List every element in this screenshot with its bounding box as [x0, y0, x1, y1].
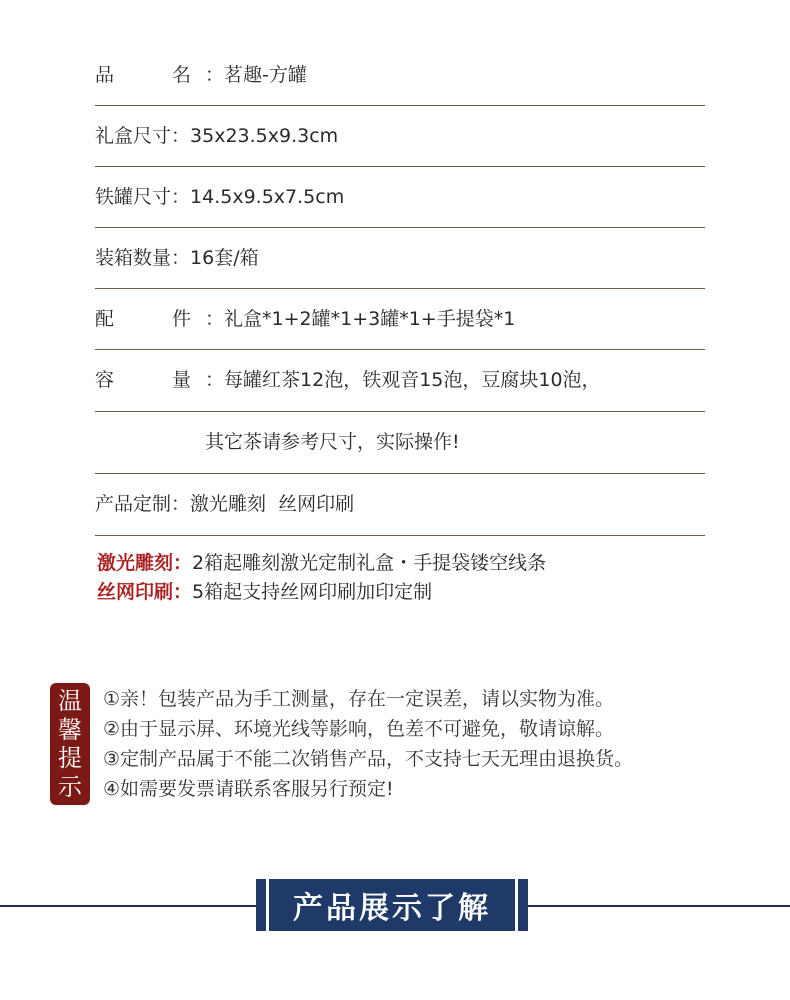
tips-badge-char: 提 [58, 744, 82, 773]
spec-row-customization [95, 474, 705, 536]
spec-label-char: 件 [171, 307, 191, 330]
customization-key: 激光雕刻： [97, 552, 193, 574]
spec-value: 礼盒*1+2罐*1+3罐*1+手提袋*1 [224, 307, 516, 330]
spec-colon: ： [205, 369, 225, 391]
section-header [256, 879, 528, 931]
section-title: 产品展示了解 [293, 891, 491, 926]
spec-row-gift-box-size [95, 106, 705, 167]
tips-item: ①亲！包装产品为手工测量，存在一定误差，请以实物为准。 [103, 688, 615, 710]
spec-value: 其它茶请参考尺寸，实际操作! [205, 431, 460, 453]
spec-colon: ： [171, 246, 191, 269]
spec-label: 铁罐尺寸 [95, 185, 172, 208]
spec-value: 35x23.5x9.3cm [190, 124, 339, 147]
customization-line [97, 578, 546, 607]
spec-label-char: 容 [95, 369, 115, 391]
spec-colon: ： [171, 185, 191, 208]
spec-value: 16套/箱 [190, 246, 259, 269]
tips-badge-char: 示 [58, 772, 82, 801]
spec-label [95, 371, 191, 390]
spec-row-capacity-cont [95, 412, 705, 474]
tips-item: ③定制产品属于不能二次销售产品，不支持七天无理由退换货。 [103, 748, 634, 770]
spec-label-char: 名 [171, 63, 191, 86]
spec-row-packing-qty [95, 228, 705, 289]
spec-value: 每罐红茶12泡，铁观音15泡，豆腐块10泡， [224, 369, 601, 391]
spec-label-char: 品 [95, 63, 115, 86]
spec-colon: ： [205, 307, 225, 330]
tips-list [103, 684, 633, 804]
customization-text: 5箱起支持丝网印刷加印定制 [192, 581, 433, 603]
tips-badge [50, 683, 90, 805]
tips-item: ②由于显示屏、环境光线等影响，色差不可避免，敬请谅解。 [103, 718, 615, 740]
spec-row-accessories [95, 289, 705, 350]
customization-line [97, 549, 546, 578]
spec-table [95, 45, 705, 536]
spec-colon: ： [205, 63, 225, 86]
spec-label-char: 配 [95, 307, 115, 330]
spec-label: 装箱数量 [95, 246, 172, 269]
customization-key: 丝网印刷： [97, 581, 193, 603]
spec-value: 激光雕刻 丝网印刷 [190, 493, 355, 515]
spec-row-name [95, 45, 705, 106]
tips-badge-char: 温 [58, 687, 82, 716]
spec-label [95, 63, 191, 86]
tips-badge-char: 馨 [58, 715, 82, 744]
customization-text: 2箱起雕刻激光定制礼盒・手提袋镂空线条 [192, 552, 547, 574]
spec-colon: ： [171, 493, 191, 515]
spec-label: 产品定制 [95, 493, 172, 515]
spec-label: 礼盒尺寸 [95, 124, 172, 147]
customization-notes [97, 549, 546, 607]
spec-value: 14.5x9.5x7.5cm [190, 185, 345, 208]
spec-colon: ： [171, 124, 191, 147]
spec-value: 茗趣-方罐 [224, 63, 307, 86]
tips-item: ④如需要发票请联系客服另行预定! [103, 778, 394, 800]
spec-label [95, 307, 191, 330]
spec-row-tin-size [95, 167, 705, 228]
spec-row-capacity [95, 350, 705, 412]
spec-label-char: 量 [171, 369, 191, 391]
